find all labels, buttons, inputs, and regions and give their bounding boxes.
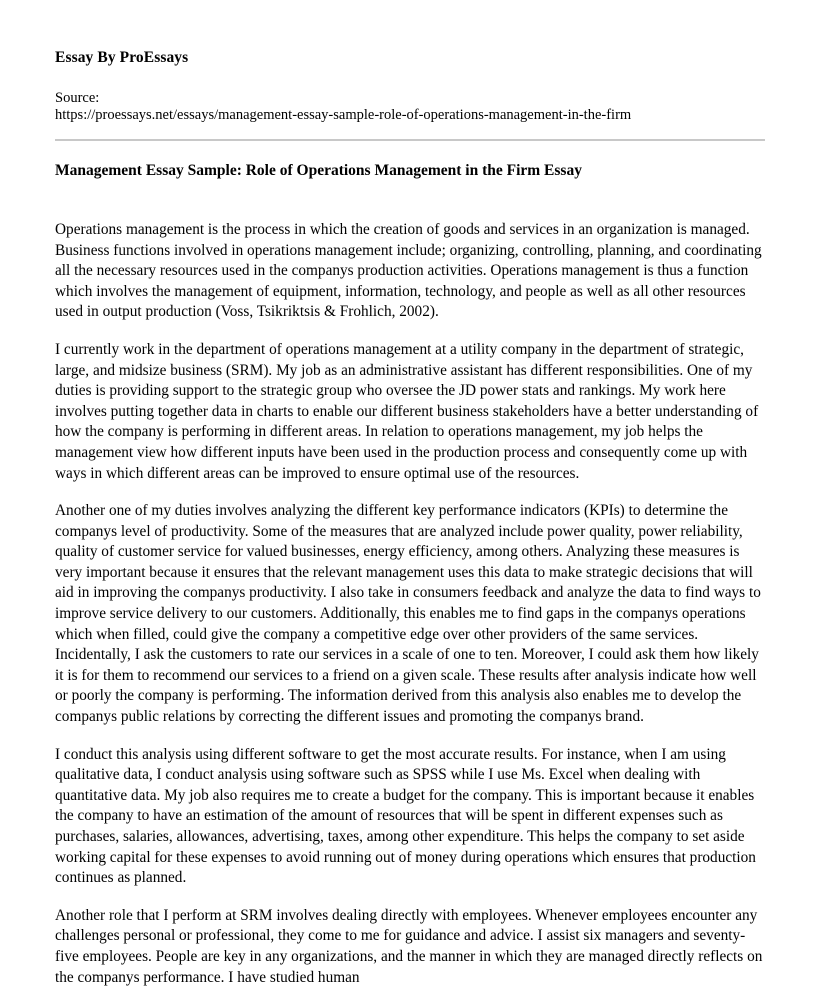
- source-label: Source:: [55, 89, 100, 106]
- paragraph: Operations management is the process in which the creation of goods and services in an organization is managed. Business functions involved in operations management include; organizing, controlling, planning, and coordinating all the necessary resources used in the companys production activities. Operations management is thus a function which involves the management of equipment, information, technology, and people as well as all other resources used in output production (Voss, Tsikriktsis & Frohlich, 2002).: [55, 220, 762, 321]
- source-block: [55, 90, 765, 125]
- paragraph: I conduct this analysis using different software to get the most accurate results. For instance, when I am using qualitative data, I conduct analysis using software such as SPSS while I use Ms. Excel when dealing with quantitative data. My job also requires me to create a budget for the company. This is important because it enables the company to have an estimation of the amount of resources that will be spent in different expenses such as purchases, salaries, allowances, advertising, taxes, among other expenditure. This helps the company to set aside working capital for these expenses to avoid running out of money during operations which ensures that production continues as planned.: [55, 745, 756, 887]
- source-url: https://proessays.net/essays/management-essay-sample-role-of-operations-management-in-the-firm: [55, 107, 632, 124]
- header-divider: [55, 139, 765, 141]
- page-title: Management Essay Sample: Role of Operations Management in the Firm Essay: [55, 161, 582, 179]
- essay-body: [55, 220, 765, 988]
- site-title: Essay By ProEssays: [55, 49, 189, 66]
- paragraph: Another role that I perform at SRM involves dealing directly with employees. Whenever employees encounter any challenges personal or professional, they come to me for guidance and advice. I assist six managers and seventy-five employees. People are key in any organizations, and the manner in which they are managed directly reflects on the companys performance. I have studied human: [55, 906, 763, 986]
- paragraph: I currently work in the department of operations management at a utility company in the department of strategic, large, and midsize business (SRM). My job as an administrative assistant has different responsibilities. One of my duties is providing support to the strategic group who oversee the JD power stats and rankings. My work here involves putting together data in charts to enable our different business stakeholders have a better understanding of how the company is performing in different areas. In relation to operations management, my job helps the management view how different inputs have been used in the production process and consequently come up with ways in which different areas can be improved to ensure optimal use of the resources.: [55, 340, 759, 482]
- paragraph: Another one of my duties involves analyzing the different key performance indicators (KPIs) to determine the companys level of productivity. Some of the measures that are analyzed include power quality, power reliability, quality of customer service for valued businesses, energy efficiency, among others. Analyzing these measures is very important because it ensures that the relevant management uses this data to make strategic decisions that will aid in improving the companys productivity. I also take in consumers feedback and analyze the data to find ways to improve service delivery to our customers. Additionally, this enables me to find gaps in the companys operations which when filled, could give the company a competitive edge over other providers of the same services. Incidentally, I ask the customers to rate our services in a scale of one to ten. Moreover, I could ask them how likely it is for them to recommend our services to a friend on a given scale. These results after analysis indicate how well or poorly the company is performing. The information derived from this analysis also enables me to develop the companys public relations by correcting the different issues and promoting the companys brand.: [55, 502, 761, 726]
